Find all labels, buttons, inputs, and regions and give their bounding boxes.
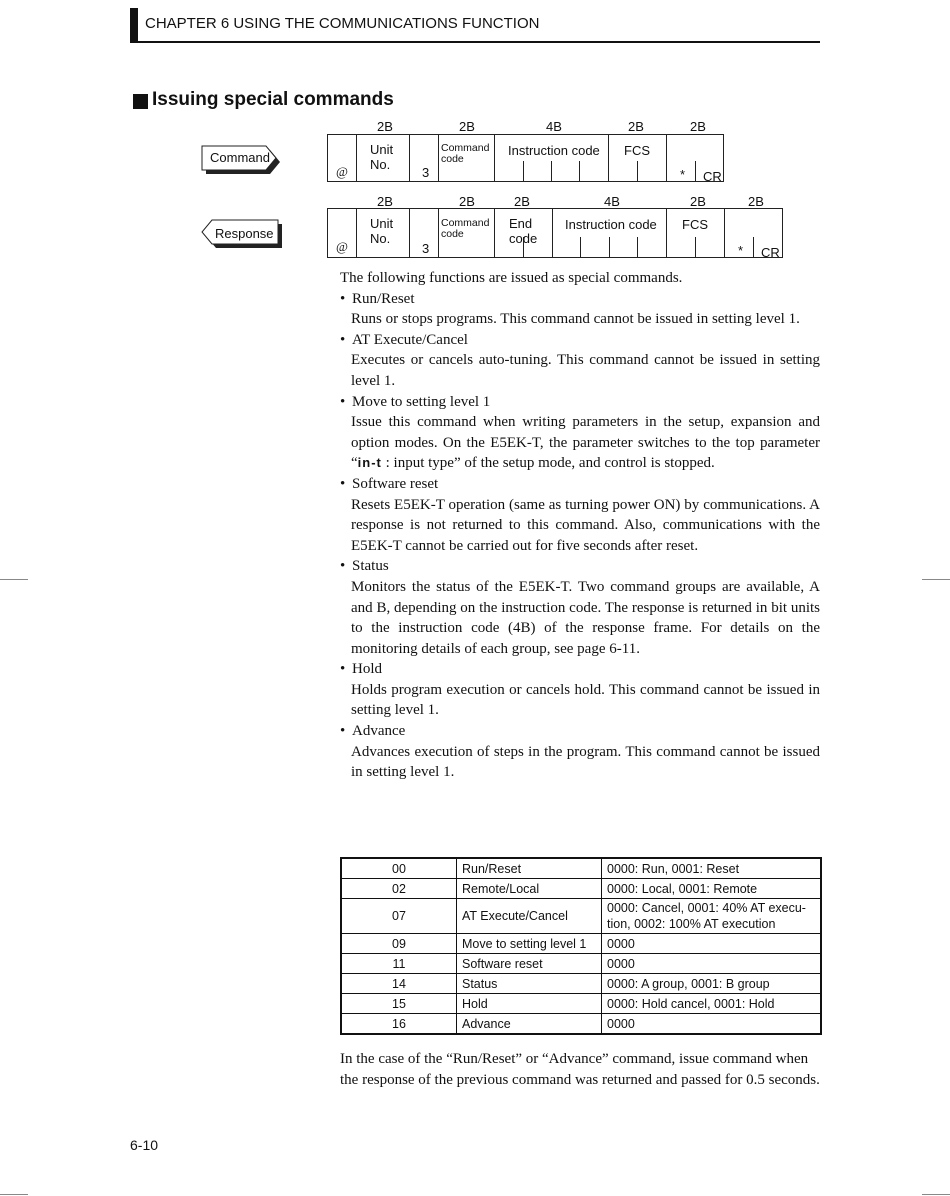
table-row (341, 1014, 821, 1035)
list-item-title: • Status (352, 556, 820, 577)
header-rule (130, 41, 820, 43)
code-cell: 09 (341, 934, 457, 954)
byte-label: 2B (690, 119, 706, 134)
byte-label: 2B (514, 194, 530, 209)
function-cell: Remote/Local (457, 879, 602, 899)
table-row (341, 899, 821, 934)
frame-cmd-code: Command code (441, 217, 490, 240)
chapter-heading: CHAPTER 6 USING THE COMMUNICATIONS FUNCTION (145, 15, 540, 32)
section-title: Issuing special commands (152, 89, 394, 110)
function-cell: Status (457, 974, 602, 994)
function-cell: Advance (457, 1014, 602, 1035)
list-item-text: Executes or cancels auto-tuning. This command cannot be issued in setting level 1. (351, 352, 820, 389)
segment-display-glyph: in-t (357, 455, 382, 471)
response-frame (327, 208, 783, 258)
closing-paragraph: In the case of the “Run/Reset” or “Advance” command, issue command when the response of the previous command was returned and passed for 0.5 seconds. (340, 1051, 820, 1088)
frame-at: @ (336, 164, 348, 179)
response-arrow-label (200, 218, 286, 250)
code-cell: 16 (341, 1014, 457, 1035)
instruction-cell: 0000: Local, 0001: Remote (602, 879, 822, 899)
list-item-title: • AT Execute/Cancel (352, 330, 820, 351)
instruction-cell: 0000: Run, 0001: Reset (602, 858, 822, 879)
function-cell: Move to setting level 1 (457, 934, 602, 954)
list-item-title: • Advance (352, 721, 820, 742)
instruction-cell: 0000: A group, 0001: B group (602, 974, 822, 994)
margin-tick (0, 1194, 28, 1195)
list-item-title: • Software reset (352, 474, 820, 495)
byte-label: 4B (604, 194, 620, 209)
frame-unit-no: Unit No. (370, 216, 394, 246)
byte-label: 2B (377, 194, 393, 209)
frame-end-code: End code (509, 216, 538, 246)
margin-tick (0, 579, 28, 580)
frame-star: * (738, 243, 744, 258)
code-cell: 14 (341, 974, 457, 994)
list-item-text: Holds program execution or cancels hold. This command cannot be issued in setting level 1. (351, 681, 820, 719)
list-item-text (351, 412, 820, 474)
byte-label: 4B (546, 119, 562, 134)
byte-label: 2B (459, 194, 475, 209)
list-item-text: Advances execution of steps in the program. This command cannot be issued in setting level 1. (351, 743, 820, 781)
command-label: Command (210, 150, 270, 165)
function-cell: Hold (457, 994, 602, 1014)
command-arrow-label (200, 144, 286, 176)
list-item-text-part: : input type” of the setup mode, and control is stopped. (381, 455, 715, 472)
code-cell: 02 (341, 879, 457, 899)
frame-unit-no: Unit No. (370, 142, 394, 172)
function-cell: AT Execute/Cancel (457, 899, 602, 934)
function-cell: Run/Reset (457, 858, 602, 879)
table-row (341, 974, 821, 994)
frame-instruction-code: Instruction code (508, 143, 600, 158)
table-row (341, 934, 821, 954)
instruction-cell: 0000 (602, 954, 822, 974)
frame-star: * (680, 167, 686, 182)
response-label: Response (215, 226, 274, 241)
intro-paragraph: The following functions are issued as special commands. (340, 270, 683, 286)
frame-at: @ (336, 239, 348, 254)
body-text (340, 268, 820, 783)
instruction-cell: 0000: Hold cancel, 0001: Hold (602, 994, 822, 1014)
frame-cmd-code: Command code (441, 142, 490, 165)
list-item-text: Monitors the status of the E5EK-T. Two command groups are available, A and B, depending on the instruction code. The response is returned in bit units to the instruction code (4B) of the response frame. For details on the monitoring details of each group, see page 6-11. (351, 578, 820, 657)
list-item-title: • Hold (352, 659, 820, 680)
frame-cmd-code-value: 3 (422, 165, 430, 180)
list-item-text-part: Issue this command when writing parameters in the setup, expansion and option modes. On the E5EK-T, the parameter switches to the top parameter “ (351, 414, 820, 472)
code-cell: 07 (341, 899, 457, 934)
list-item-title: • Move to setting level 1 (352, 392, 820, 413)
code-cell: 15 (341, 994, 457, 1014)
section-square-icon (133, 94, 148, 109)
frame-fcs: FCS (624, 143, 650, 158)
byte-label: 2B (748, 194, 764, 209)
instruction-table (340, 857, 822, 1035)
code-cell: 00 (341, 858, 457, 879)
list-item-title: • Run/Reset (352, 289, 820, 310)
frame-instruction-code: Instruction code (565, 217, 657, 232)
page-number: 6-10 (130, 1137, 159, 1153)
header-bar (130, 8, 138, 43)
instruction-cell: 0000 (602, 1014, 822, 1035)
byte-label: 2B (459, 119, 475, 134)
byte-label: 2B (377, 119, 393, 134)
code-cell: 11 (341, 954, 457, 974)
list-item-text: Runs or stops programs. This command cannot be issued in setting level 1. (351, 311, 800, 328)
margin-tick (922, 579, 950, 580)
frame-fcs: FCS (682, 217, 708, 232)
table-row (341, 994, 821, 1014)
table-row (341, 879, 821, 899)
table-row (341, 858, 821, 879)
command-frame (327, 134, 724, 182)
table-row (341, 954, 821, 974)
frame-cr: CR (761, 245, 780, 260)
frame-cr: CR (703, 169, 722, 184)
instruction-cell: 0000: Cancel, 0001: 40% AT execu- tion, 0002: 100% AT execution (602, 899, 822, 934)
frame-cmd-code-value: 3 (422, 241, 430, 256)
margin-tick (922, 1194, 950, 1195)
list-item-text: Resets E5EK-T operation (same as turning power ON) by communications. A response is not returned to this command. Also, communications with the E5EK-T cannot be carried out for five seconds after reset. (351, 496, 820, 554)
byte-label: 2B (628, 119, 644, 134)
instruction-cell: 0000 (602, 934, 822, 954)
function-cell: Software reset (457, 954, 602, 974)
byte-label: 2B (690, 194, 706, 209)
